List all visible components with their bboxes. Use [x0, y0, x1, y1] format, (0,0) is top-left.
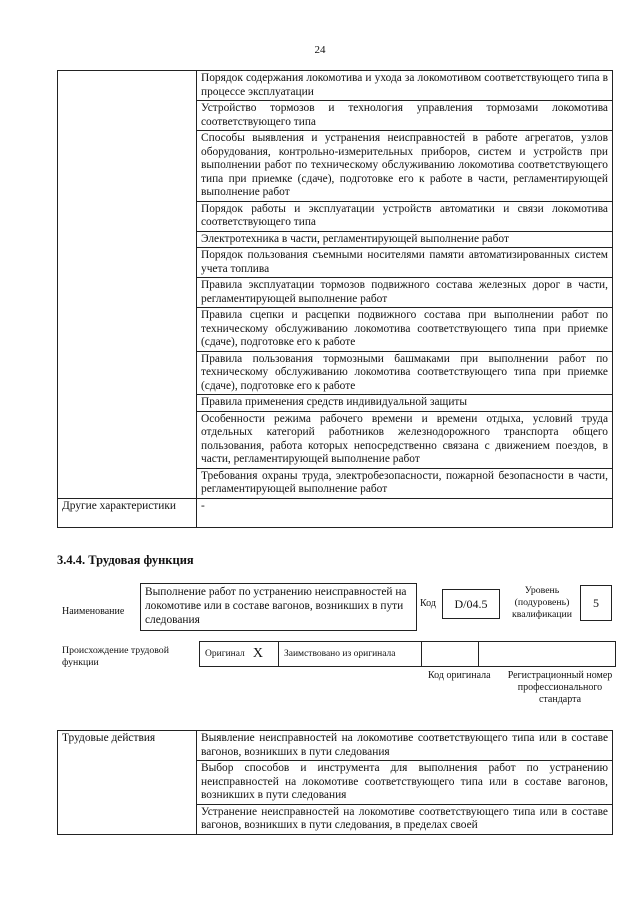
original-code-caption: Код оригинала	[428, 670, 491, 681]
other-characteristics-label: Другие характеристики	[58, 498, 197, 527]
table-row	[58, 71, 613, 101]
original-cell	[200, 642, 279, 666]
registration-number-cell	[479, 642, 615, 666]
function-code-field: D/04.5	[442, 589, 500, 619]
knowledge-item: Правила пользования тормозными башмаками при выполнении работ по техническому обслуживанию локомотива соответствующего типа при приемке (сдаче), подготовке его к работе	[197, 351, 613, 395]
knowledge-item: Способы выявления и устранения неисправностей в работе агрегатов, узлов оборудования, контрольно-измерительных приборов, систем и устройств при выполнении работ по техническому обслуживанию локомотива соответствующего типа при приемке (сдаче), подготовке его к работе в части, регламентирующей выполнение работ	[197, 131, 613, 202]
origin-label: Происхождение трудовой функции	[62, 645, 169, 668]
original-label: Оригинал	[205, 649, 245, 659]
knowledge-item: Порядок работы и эксплуатации устройств автоматики и связи локомотива соответствующего типа	[197, 201, 613, 231]
actions-label: Трудовые действия	[58, 731, 197, 835]
table-row	[58, 731, 613, 761]
level-label: Уровень (подуровень) квалификации	[511, 585, 573, 620]
knowledge-item: Порядок содержания локомотива и ухода за локомотивом соответствующего типа в процессе эксплуатации	[197, 71, 613, 101]
origin-row	[199, 641, 616, 667]
qualification-level-field: 5	[580, 585, 612, 621]
knowledge-item: Особенности режима рабочего времени и времени отдыха, условий труда отдельных категорий работников железнодорожного транспорта общего пользования, работа которых непосредственно связана с движением поездов, в части, регламентирующей выполнение работ	[197, 411, 613, 468]
action-item: Выбор способов и инструмента для выполнения работ по устранению неисправностей на локомотиве соответствующего типа или в составе вагонов, возникших в пути следования	[197, 761, 613, 805]
code-label: Код	[420, 598, 436, 609]
action-item: Устранение неисправностей на локомотиве соответствующего типа или в составе вагонов, возникших в пути следования, в пределах своей	[197, 804, 613, 834]
knowledge-item: Устройство тормозов и технология управления тормозами локомотива соответствующего типа	[197, 101, 613, 131]
page-number: 24	[314, 44, 326, 56]
registration-number-caption: Регистрационный номер профессионального стандарта	[507, 670, 613, 705]
table-row	[58, 498, 613, 527]
knowledge-label-cell	[58, 71, 197, 499]
name-label: Наименование	[62, 606, 125, 617]
function-name-field: Выполнение работ по устранению неисправностей на локомотиве или в составе вагонов, возникших в пути следования	[140, 583, 417, 631]
knowledge-item: Электротехника в части, регламентирующей выполнение работ	[197, 231, 613, 248]
borrowed-label: Заимствовано из оригинала	[284, 649, 396, 659]
knowledge-item: Порядок пользования съемными носителями памяти автоматизированных систем учета топлива	[197, 248, 613, 278]
actions-table	[57, 730, 613, 835]
other-characteristics-value: -	[197, 498, 613, 527]
knowledge-item: Требования охраны труда, электробезопасности, пожарной безопасности в части, регламентирующей выполнение работ	[197, 468, 613, 498]
action-item: Выявление неисправностей на локомотиве соответствующего типа или в составе вагонов, возникших в пути следования	[197, 731, 613, 761]
section-title: 3.4.4. Трудовая функция	[57, 553, 194, 567]
knowledge-item: Правила применения средств индивидуальной защиты	[197, 395, 613, 412]
borrowed-cell	[279, 642, 422, 666]
knowledge-item: Правила эксплуатации тормозов подвижного состава железных дорог в части, регламентирующей выполнение работ	[197, 278, 613, 308]
original-mark: X	[252, 646, 263, 661]
knowledge-table	[57, 70, 613, 528]
original-code-cell	[422, 642, 479, 666]
knowledge-item: Правила сцепки и расцепки подвижного состава при выполнении работ по техническому обслуживанию локомотива соответствующего типа при приемке (сдаче), подготовке его к работе	[197, 308, 613, 352]
